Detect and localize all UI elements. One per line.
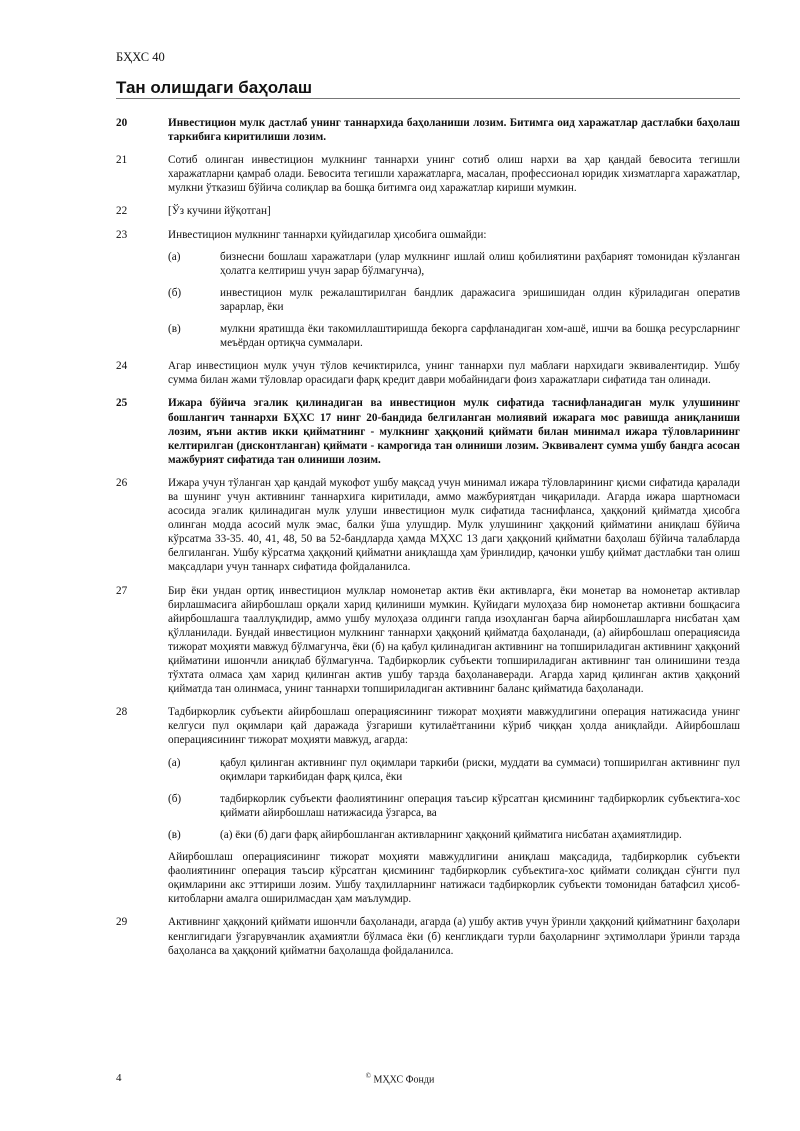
paragraph-number: 26 [116,476,128,489]
list-item [168,828,740,842]
paragraph-21 [116,153,740,195]
standard-header: БҲХС 40 [116,50,165,64]
paragraph-number: 27 [116,584,128,597]
paragraph-text: Ижара бўйича эгалик қилинадиган ва инвестицион мулк сифатида таснифланадиган мулк улушининг бошлангич таннархи БҲХС 17 нинг 20-бандида белгиланган молиявий ижарага мос равишда аниқланиши лозим, яъни актив икки қийматнинг - мулкнинг ҳаққоний қиймати билан минимал ижара тўловларининг келтирилган (дисконтланган) қиймати - камрогида тан олиниши лозим. Эквивалент сумма ушбу бандга асосан мажбурият сифатида тан олиниши лозим. [168,397,740,466]
paragraph-body [168,705,740,906]
paragraph-text: [Ўз кучини йўқотган] [168,205,271,218]
paragraph-23 [116,228,740,351]
copyright-text: МҲХС Фонди [373,1074,435,1086]
paragraph-body [168,228,740,351]
list-item-label: (б) [168,286,182,299]
paragraph-body [168,915,740,957]
paragraph-text: Активнинг ҳаққоний қиймати ишончли баҳоланади, агарда (а) ушбу актив учун ўринли ҳаққоний қийматнинг баҳолари кенглигидаги ўзгарувчанлик аҳамиятли бўлмаса ёки (б) кенгликдаги турли баҳоларнинг эҳтимоллари ўринли тарзда баҳоланса ва ҳаққоний қийматни баҳолашда фойдаланилса. [168,916,740,957]
paragraph-body [168,396,740,466]
paragraph-27 [116,584,740,697]
paragraph-body [168,153,740,195]
list-item [168,756,740,784]
paragraph-number: 23 [116,228,128,241]
list-item-label: (в) [168,828,181,841]
list-item-text: бизнесни бошлаш харажатлари (улар мулкнинг ишлай олиш қобилиятини раҳбарият томонидан кўзланган ҳолатга келтириш учун зарар бўлмагунча), [220,250,740,277]
paragraph-continuation: Айирбошлаш операциясининг тижорат моҳияти мавжудлигини аниқлаш мақсадида, тадбиркорлик субъекти фаолиятининг операция таъсир кўрсатган қисмининг тадбиркорлик субъектига-хос қиймати солиқдан сўнгги пул оқимларини акс эттириши лозим. Ушбу таҳлилларнинг натижаси тадбиркорлик субъекти томонидан батафсил ҳисоб-китобларни амалга оширилмасдан ҳам маълумдир. [168,851,740,906]
page-number: 4 [116,1072,122,1084]
paragraph-28 [116,705,740,906]
paragraph-text: Инвестицион мулкнинг таннархи қуйидагилар ҳисобига ошмайди: [168,228,487,241]
paragraph-26 [116,476,740,575]
paragraph-24 [116,359,740,387]
list-item-text: инвестицион мулк режалаштирилган бандлик даражасига эришишидан олдин кўриладиган оператив зарарлар, ёки [220,286,740,313]
paragraph-body [168,116,740,144]
list-item-text: тадбиркорлик субъекти фаолиятининг операция таъсир кўрсатган қисмининг тадбиркорлик субъектига-хос қиймати айирбошлаш натижасида ўзгарса, ва [220,792,740,819]
paragraph-22 [116,204,740,218]
paragraph-text: Сотиб олинган инвестицион мулкнинг таннархи унинг сотиб олиш нархи ва ҳар қандай бевосита тегишли харажатларни қамраб олади. Бевосита тегишли харажатларга, масалан, профессионал юридик хизматларга харажатлар, мулкни ўтказиш бўйича солиқлар ва бошқа битимга оид харажатлар кириши мумкин. [168,154,740,195]
paragraph-text: Агар инвестицион мулк учун тўлов кечиктирилса, унинг таннархи пул маблағи нархидаги эквивалентидир. Ушбу сумма билан жами тўловлар орасидаги фарқ кредит даври мобайнидаги фоиз харажатлари сифатида тан олинади. [168,360,740,387]
paragraph-25 [116,396,740,466]
paragraph-29 [116,915,740,957]
list-item-text: мулкни яратишда ёки такомиллаштиришда бекорга сарфланадиган хом-ашё, ишчи ва бошқа ресурсларнинг меъёрдан ортиқча суммалари. [220,323,740,350]
paragraph-text: Ижара учун тўланган ҳар қандай мукофот ушбу мақсад учун минимал ижара тўловларининг қисми сифатида қаралади ва шунинг учун активнинг таннархига киритилади, аммо мажбуриятдан чиқарилади. Агарда ижара шартномаси асосида эгалик қилинадиган мулк улуши инвестицион мулк сифатида таснифланса, ҳаққоний қийматда ҳисобга олинган модда асосий мулк эмас, балки ўша улушдир. Мулк улушининг ҳаққоний қийматини аниқлаш бўйича кўрсатма 33-35. 40, 41, 48, 50 ва 52-бандларда ҳамда МҲХС 13 даги ҳаққоний қийматни баҳолаш бўйича талабларда белгиланган. Ушбу кўрсатма ҳаққоний қийматни аниқлашда ҳам ўринлидир, қачонки ушбу қиймат дастлабки тан олиш мақсадлари учун таннарх сифатида фойдаланилса. [168,476,740,574]
paragraph-body [168,359,740,387]
section-title: Тан олишдаги баҳолаш [116,78,313,97]
paragraph-number: 20 [116,117,128,129]
list-item-label: (в) [168,323,181,336]
paragraph-text: Бир ёки ундан ортиқ инвестицион мулклар номонетар актив ёки активларга, ёки монетар ва номонетар активлар бирлашмасига айирбошлаш орқали харид қилиниши мумкин. Қуйидаги мулоҳаза бир номонетар активни бошқасига айирбошлашга тааллуқлидир, аммо ушбу мулоҳаза олдинги гапда изоҳланган барча айирбошлашларга нисбатан ҳам қўлланилади. Бундай инвестицион мулкнинг таннархи ҳаққоний қийматда баҳоланади, (а) айирбошлаш операциясида тижорат моҳияти мавжуд бўлмагунча, ёки (б) на қабул қилинадиган активнинг на топшириладиган активнинг ҳаққоний қийматини ишончли аниқлаб бўлмагунча. Тадбиркорлик субъекти топшириладиган активнинг тан олинишини тезда тўхтата олмаса ҳам харид қилинган актив ушбу тарзда баҳоланаверади. Агарда харид қилинган актив ҳаққоний қийматда тан олинмаса, унинг таннархи топшириладиган активнинг баланс қийматида баҳоланади. [168,584,740,696]
paragraph-body [168,204,740,218]
list-item-label: (б) [168,792,182,805]
copyright-footer [0,1072,800,1085]
list-item [168,322,740,350]
paragraph-text: Инвестицион мулк дастлаб унинг таннархида баҳоланиши лозим. Битимга оид харажатлар дастлабки баҳолаш таркибига киритилиши лозим. [168,117,740,144]
list-item [168,250,740,278]
paragraph-20 [116,116,740,144]
title-divider [116,98,740,99]
copyright-icon: © [365,1072,371,1080]
list-item-label: (а) [168,250,181,263]
list-item-label: (а) [168,756,181,769]
list-item-text: қабул қилинган активнинг пул оқимлари таркиби (риски, муддати ва суммаси) топширилган активнинг пул оқимлари таркибидан фарқ қилса, ёки [220,756,740,783]
paragraph-number: 29 [116,916,128,929]
document-body [116,116,740,967]
list-item [168,286,740,314]
paragraph-number: 25 [116,397,128,410]
list-item-text: (а) ёки (б) даги фарқ айирбошланган активларнинг ҳаққоний қийматига нисбатан аҳамиятлидир. [220,828,682,841]
paragraph-body [168,476,740,575]
paragraph-number: 22 [116,205,128,218]
paragraph-number: 24 [116,360,128,373]
paragraph-body [168,584,740,697]
paragraph-number: 28 [116,706,128,719]
paragraph-text: Тадбиркорлик субъекти айирбошлаш операциясининг тижорат моҳияти мавжудлигини операция натижасида унинг келгуси пул оқимлари қай даражада ўзгариши кутилаётганини кўриб чиққан ҳолда аниқлайди. Айирбошлаш операциясининг тижорат моҳияти мавжуд, агарда: [168,706,740,747]
list-item [168,792,740,820]
paragraph-number: 21 [116,154,128,167]
